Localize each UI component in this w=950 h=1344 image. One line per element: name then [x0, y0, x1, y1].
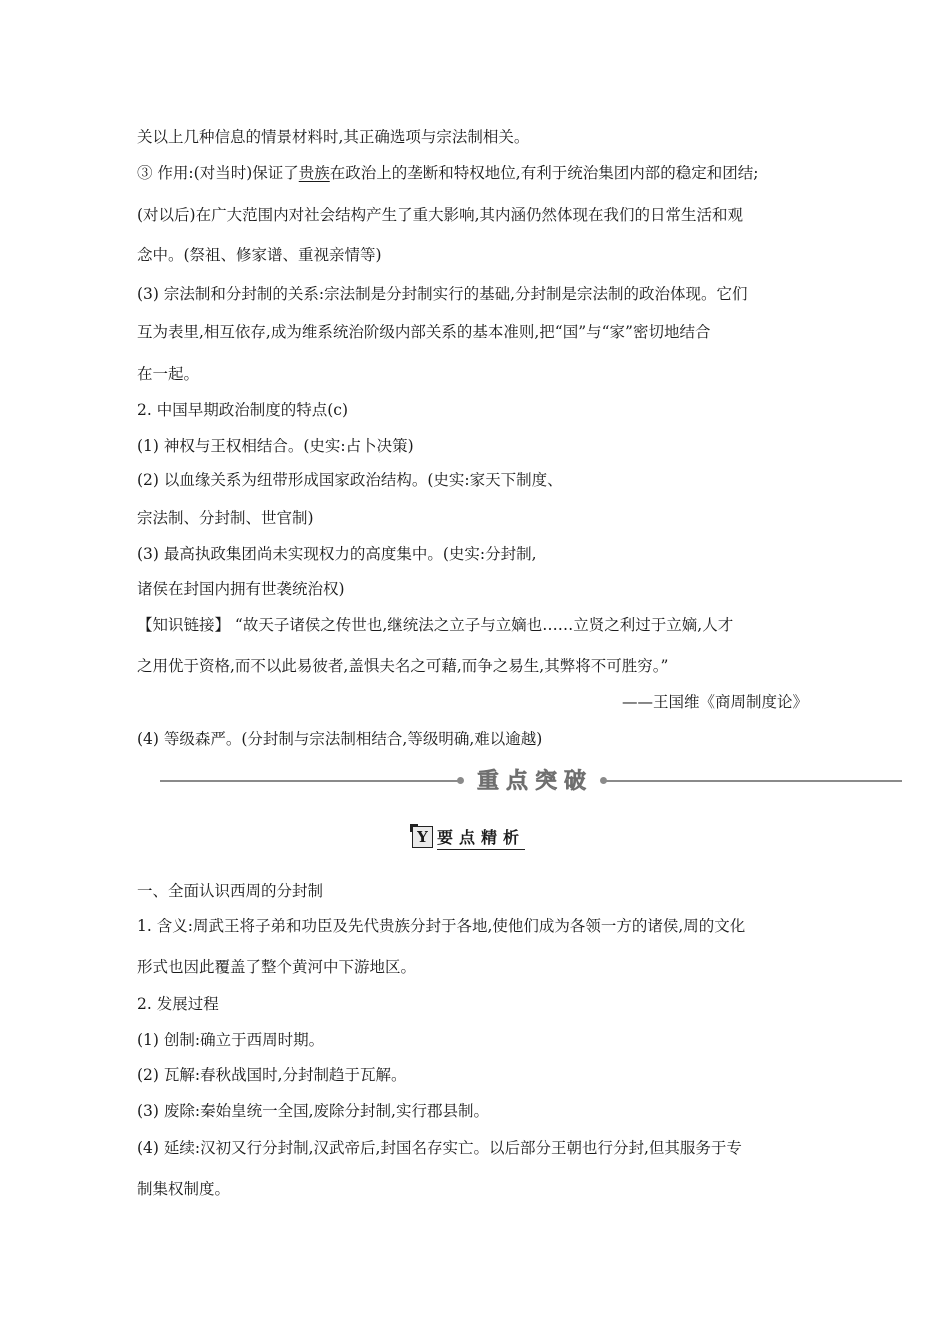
effect-prefix: ③ 作用:(对当时)保证了 [137, 164, 299, 182]
divider-dot-left [457, 777, 464, 784]
knowledge-link-line-1: 【知识链接】 “故天子诸侯之传世也,继统法之立子与立嫡也……立贤之利过于立嫡,人才 [137, 616, 734, 634]
subheading [412, 824, 525, 850]
knowledge-link-line-2: 之用优于资格,而不以此易彼者,盖惧夫名之可藉,而争之易生,其弊将不可胜穷。” [137, 657, 669, 675]
divider-rule-right [606, 780, 902, 782]
subheading-text: 要点精析 [437, 825, 525, 850]
feature-item-2-line-2: 宗法制、分封制、世官制) [137, 509, 314, 527]
relation-line-2: 互为表里,相互依存,成为维系统治阶级内部关系的基本准则,把“国”与“家”密切地结合 [137, 323, 711, 341]
features-heading: 2. 中国早期政治制度的特点(c) [137, 401, 348, 419]
feature-item-4: (4) 等级森严。(分封制与宗法制相结合,等级明确,难以逾越) [137, 730, 543, 748]
relation-line-3: 在一起。 [137, 365, 200, 383]
divider-rule-left [160, 780, 458, 782]
meaning-line-2: 形式也因此覆盖了整个黄河中下游地区。 [137, 958, 417, 976]
process-step-3: (3) 废除:秦始皇统一全国,废除分封制,实行郡县制。 [137, 1102, 489, 1120]
process-heading: 2. 发展过程 [137, 995, 219, 1013]
effect-line-2: (对以后)在广大范围内对社会结构产生了重大影响,其内涵仍然体现在我们的日常生活和观 [137, 206, 744, 224]
section-divider [160, 768, 902, 794]
analysis-heading: 一、全面认识西周的分封制 [137, 882, 324, 900]
meaning-line-1: 1. 含义:周武王将子弟和功臣及先代贵族分封于各地,使他们成为各领一方的诸侯,周的文化 [137, 917, 746, 935]
intro-paragraph: 关以上几种信息的情景材料时,其正确选项与宗法制相关。 [137, 128, 530, 146]
process-step-2: (2) 瓦解:春秋战国时,分封制趋于瓦解。 [137, 1066, 407, 1084]
effect-line-3: 念中。(祭祖、修家谱、重视亲情等) [137, 246, 382, 264]
process-step-1: (1) 创制:确立于西周时期。 [137, 1031, 325, 1049]
subheading-badge: Y [412, 826, 433, 848]
effect-suffix: 在政治上的垄断和特权地位,有利于统治集团内部的稳定和团结; [329, 164, 759, 182]
feature-item-1: (1) 神权与王权相结合。(史实:占卜决策) [137, 437, 414, 455]
feature-item-2-line-1: (2) 以血缘关系为纽带形成国家政治结构。(史实:家天下制度、 [137, 471, 563, 489]
section-title: 重点突破 [476, 769, 593, 794]
underlined-term: 贵族 [298, 164, 330, 182]
effect-line-1 [137, 162, 758, 184]
process-step-4-line-1: (4) 延续:汉初又行分封制,汉武帝后,封国名存实亡。以后部分王朝也行分封,但其服务于专 [137, 1139, 742, 1157]
relation-line-1: (3) 宗法制和分封制的关系:宗法制是分封制实行的基础,分封制是宗法制的政治体现。它们 [137, 285, 748, 303]
feature-item-3-line-1: (3) 最高执政集团尚未实现权力的高度集中。(史实:分封制, [137, 545, 537, 563]
quote-attribution: ——王国维《商周制度论》 [621, 693, 808, 711]
feature-item-3-line-2: 诸侯在封国内拥有世袭统治权) [137, 580, 345, 598]
process-step-4-line-2: 制集权制度。 [137, 1180, 231, 1198]
